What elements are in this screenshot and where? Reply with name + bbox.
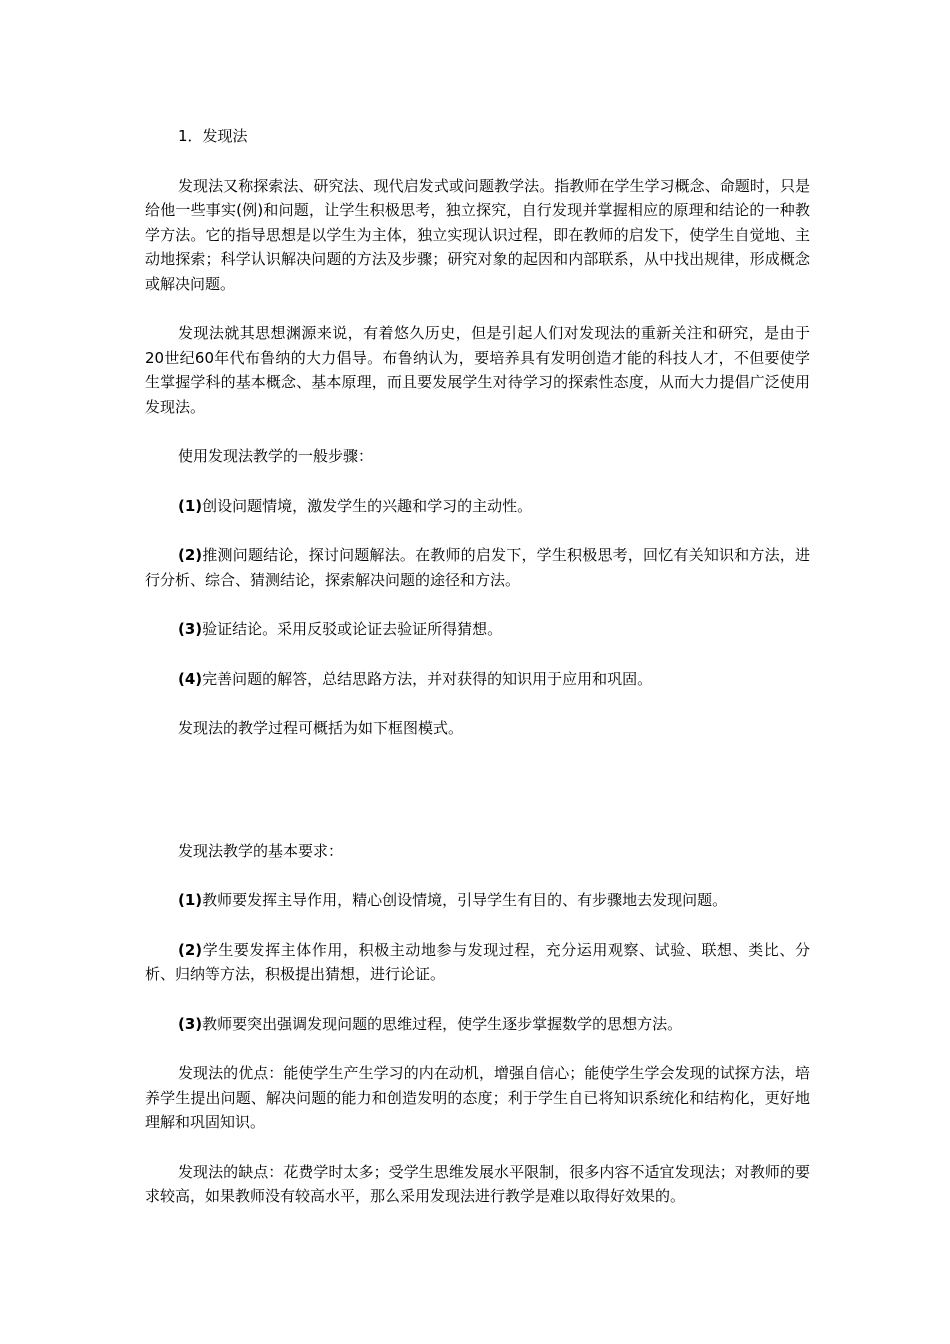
process-note: 发现法的教学过程可概括为如下框图模式。 bbox=[178, 719, 464, 737]
requirement-text: 学生要发挥主体作用，积极主动地参与发现过程，充分运用观察、试验、联想、类比、分析、归纳等方法，积极提出猜想，进行论证。 bbox=[145, 940, 810, 983]
paragraph-disadvantages: 发现法的缺点：花费学时太多；受学生思维发展水平限制，很多内容不适宜发现法；对教师的要求较高，如果教师没有较高水平，那么采用发现法进行教学是难以取得好效果的。 bbox=[145, 1162, 810, 1205]
step-number: (4) bbox=[178, 669, 203, 688]
requirement-text: 教师要发挥主导作用，精心创设情境，引导学生有目的、有步骤地去发现问题。 bbox=[202, 891, 728, 909]
requirement-text: 教师要突出强调发现问题的思维过程，使学生逐步掌握数学的思想方法。 bbox=[202, 1014, 683, 1033]
requirement-number: (2) bbox=[178, 940, 203, 959]
requirement-item bbox=[145, 1012, 810, 1037]
paragraph-advantages: 发现法的优点：能使学生产生学习的内在动机，增强自信心；能使学生学会发现的试探方法，培养学生提出问题、解决问题的能力和创造发明的态度；利于学生自已将知识系统化和结构化，更好地理解和巩固知识。 bbox=[145, 1064, 810, 1131]
paragraph-definition: 发现法又称探索法、研究法、现代启发式或问题教学法。指教师在学生学习概念、命题时，只是给他一些事实(例)和问题，让学生积极思考，独立探究，自行发现并掌握相应的原理和结论的一种教学方法。它的指导思想是以学生为主体，独立实现认识过程，即在教师的启发下，使学生自觉地、主动地探索；科学认识解决问题的方法及步骤；研究对象的起因和内部联系，从中找出规律，形成概念或解决问题。 bbox=[145, 176, 810, 293]
step-number: (3) bbox=[178, 620, 203, 638]
step-item bbox=[145, 617, 810, 642]
step-number: (2) bbox=[178, 546, 203, 564]
requirement-item bbox=[145, 938, 810, 987]
step-number: (1) bbox=[178, 496, 203, 515]
step-text: 验证结论。采用反驳或论证去验证所得猜想。 bbox=[202, 620, 503, 638]
requirements-intro: 发现法教学的基本要求： bbox=[178, 841, 344, 860]
step-item bbox=[145, 667, 810, 692]
step-text: 推测问题结论，探讨问题解法。在教师的启发下，学生积极思考，回忆有关知识和方法，进行分析、综合、猜测结论，探索解决问题的途径和方法。 bbox=[145, 546, 810, 589]
step-text: 完善问题的解答，总结思路方法，并对获得的知识用于应用和巩固。 bbox=[202, 669, 653, 688]
document-body bbox=[145, 124, 810, 1209]
requirement-number: (1) bbox=[178, 891, 203, 909]
requirement-number: (3) bbox=[178, 1014, 203, 1033]
requirement-item bbox=[145, 888, 810, 913]
steps-intro: 使用发现法教学的一般步骤： bbox=[178, 447, 374, 465]
paragraph-history: 发现法就其思想渊源来说，有着悠久历史，但是引起人们对发现法的重新关注和研究，是由于20世纪60年代布鲁纳的大力倡导。布鲁纳认为，要培养具有发明创造才能的科技人才，不但要使学生掌握学科的基本概念、基本原理，而且要发展学生对待学习的探索性态度，从而大力提倡广泛使用发现法。 bbox=[145, 324, 810, 416]
step-item bbox=[145, 543, 810, 592]
step-text: 创设问题情境，激发学生的兴趣和学习的主动性。 bbox=[202, 496, 533, 515]
step-item bbox=[145, 494, 810, 519]
section-heading: 1．发现法 bbox=[178, 127, 248, 145]
